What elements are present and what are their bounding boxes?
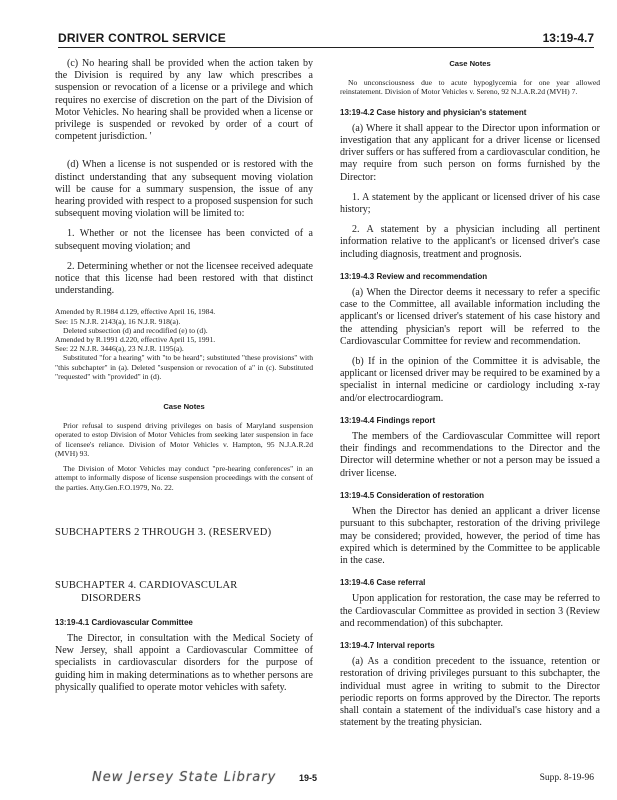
amendment-history <box>55 307 313 381</box>
paragraph-d: (d) When a license is not suspended or is restored with the distinct understanding that any subsequent moving violation will be cause for a summary suspension, the issue of any hearing provided with respect to a proposed suspension for such subsequent moving violation will be limited to: <box>55 159 313 220</box>
section-heading-4-4: 13:19-4.4 Findings report <box>340 415 436 425</box>
subchapter-4-heading-line1: SUBCHAPTER 4. CARDIOVASCULAR <box>55 579 238 591</box>
amendment-line: See: 15 N.J.R. 2143(a), 16 N.J.R. 918(a). <box>55 316 181 326</box>
case-notes-title: Case Notes <box>449 59 491 68</box>
subchapter-4-heading-line2: DISORDERS <box>81 592 142 604</box>
section-heading-4-7: 13:19-4.7 Interval reports <box>340 640 435 650</box>
right-column <box>340 58 600 737</box>
list-item-1: 1. Whether or not the licensee has been convicted of a subsequent moving violation; and <box>55 228 313 252</box>
section-4-3-a: (a) When the Director deems it necessary to refer a specific case to the Committee, all available information including the applicant's or licensed driver's statement of his case history and the attending physician's report will be referred to the Cardiovascular Committee for review and recommendation. <box>340 287 600 347</box>
section-4-6-text: Upon application for restoration, the case may be referred to the Cardiovascular Committee as provided in section 3 (Review and recommendation) of this subchapter. <box>340 593 600 629</box>
amendment-line: See: 22 N.J.R. 3446(a), 23 N.J.R. 1195(a). <box>55 344 184 354</box>
section-4-5-text: When the Director has denied an applicant a driver license pursuant to this subchapter, restoration of the driving privilege may be considered; provided, however, the period of time has expired which is determined by the Committee to be applicable in the case. <box>340 506 600 566</box>
section-4-4-text: The members of the Cardiovascular Committee will report their findings and recommendations to the Director and the Director will determine whether or not a person may be issued a driver license. <box>340 431 600 479</box>
case-note: No unconsciousness due to acute hypoglycemia for one year allowed reinstatement. Division of Motor Vehicles v. Sereno, 92 N.J.A.R.2d (MVH) 7. <box>340 78 600 97</box>
section-4-2-a: (a) Where it shall appear to the Director upon information or investigation that any applicant for a driver license or licensed driver suffers or has suffered from a cardiovascular condition, he may require from such person on forms furnished by the Director: <box>340 122 600 183</box>
supplement-date: Supp. 8-19-96 <box>539 773 594 783</box>
running-header <box>58 29 594 48</box>
page-footer <box>0 770 617 792</box>
section-heading-4-3: 13:19-4.3 Review and recommendation <box>340 271 488 281</box>
case-note: Prior refusal to suspend driving privileges on basis of Maryland suspension operated to estop Division of Motor Vehicles from seeking later suspension in face of licensee's reliance. Division of Motor Vehicles v. Hampton, 95 N.J.A.R.2d (MVH) 93. <box>55 421 313 458</box>
amendment-line: Substituted "for a hearing" with "to be heard"; substituted "these provisions" with "this subchapter" in (a). Deleted "suspension or revocation of a" in (c). Substituted "requested" with "provided" in (d). <box>55 353 313 381</box>
paragraph-c: (c) No hearing shall be provided when the action taken by the Division is required by any law which prescribes a suspension or revocation of a license or a privilege and which requires no exercise of discretion on the part of the Division of Motor Vehicles. No hearing shall be provided when a license or privilege is suspended or revoked by order of a court of competent jurisdiction. ' <box>55 58 313 143</box>
left-column <box>55 58 313 702</box>
section-heading-4-5: 13:19-4.5 Consideration of restoration <box>340 490 485 500</box>
amendment-line: Amended by R.1991 d.220, effective April 15, 1991. <box>55 335 216 345</box>
section-heading-4-2: 13:19-4.2 Case history and physician's statement <box>340 107 527 117</box>
amendment-line: Deleted subsection (d) and recodified (e) to (d). <box>63 325 208 335</box>
section-heading-4-1: 13:19-4.1 Cardiovascular Committee <box>55 617 193 627</box>
section-4-2-item-1: 1. A statement by the applicant or licensed driver of his case history; <box>340 191 600 216</box>
amendment-line: Amended by R.1984 d.129, effective April 16, 1984. <box>55 307 216 317</box>
list-item-2: 2. Determining whether or not the licensee received adequate notice that this license had been restored with that distinct understanding. <box>55 260 313 297</box>
section-heading-4-6: 13:19-4.6 Case referral <box>340 578 426 588</box>
section-4-7-a: (a) As a condition precedent to the issuance, retention or restoration of driving privileges pursuant to this subchapter, the individual must agree in writing to submit to the Director periodic reports on forms approved by the Director. The reports shall contain a statement of the individual's case history and a statement by the treating physician. <box>340 656 600 729</box>
subchapter-4-heading <box>55 579 313 605</box>
header-title: DRIVER CONTROL SERVICE <box>58 31 226 45</box>
case-notes-title: Case Notes <box>163 402 205 412</box>
section-4-2-item-2: 2. A statement by a physician including all pertinent information relative to the applicant's or licensed driver's case including diagnosis, treatment and prognosis. <box>340 224 600 260</box>
library-watermark: New Jersey State Library <box>92 770 277 785</box>
header-section-number: 13:19-4.7 <box>542 31 594 45</box>
case-note: The Division of Motor Vehicles may conduct "pre-hearing conferences" in an attempt to informally dispose of license suspension proceedings with the consent of the parties. Atty.Gen.F.O.1979, No. 22. <box>55 464 313 492</box>
section-4-3-b: (b) If in the opinion of the Committee it is advisable, the applicant or licensed driver may be required to be examined by a specialist in internal medicine or cardiology including x-ray and/or electrocardiogram. <box>340 356 600 404</box>
subchapters-reserved-heading: SUBCHAPTERS 2 THROUGH 3. (RESERVED) <box>55 526 272 538</box>
page-number: 19-5 <box>299 773 318 783</box>
section-4-1-text: The Director, in consultation with the Medical Society of New Jersey, shall appoint a Cardiovascular Committee of specialists in cardiovascular disorders for the purpose of guiding him in making determinations as to whether persons are physically qualified to operate motor vehicles with safety. <box>55 632 313 693</box>
